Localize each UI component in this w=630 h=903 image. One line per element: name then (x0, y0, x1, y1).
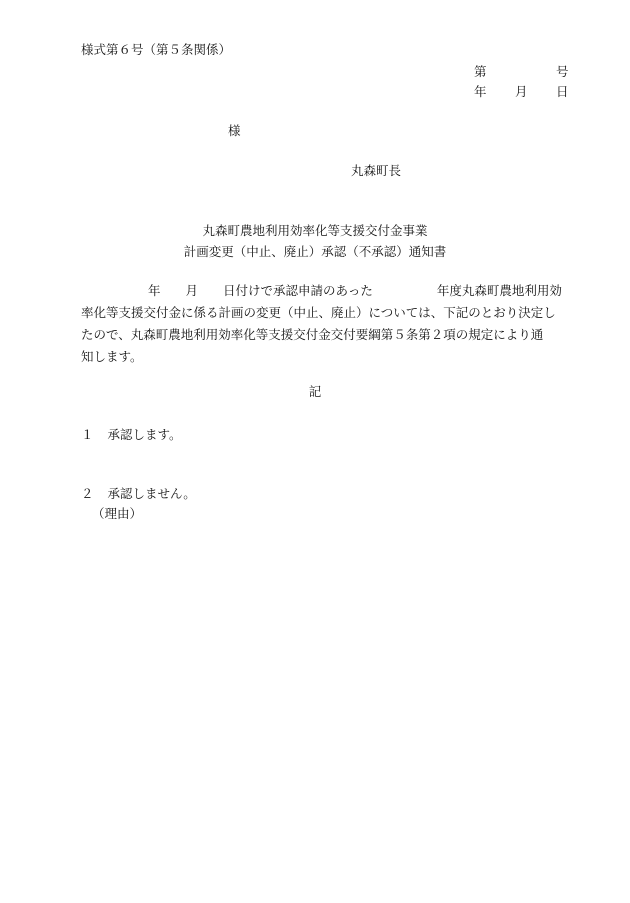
body-line-2: 率化等支援交付金に係る計画の変更（中止、廃止）については、下記のとおり決定し (81, 305, 556, 320)
issuer-name: 丸森町長 (351, 163, 402, 178)
item-1-text: 承認します。 (107, 427, 182, 442)
ki-heading: 記 (308, 384, 322, 399)
addressee-suffix: 様 (228, 123, 241, 138)
document-title-line1: 丸森町農地利用効率化等支援交付金事業 (202, 223, 428, 238)
date-day: 日 (556, 84, 569, 99)
document-number-prefix: 第 (474, 64, 487, 79)
body-line-3: たので、丸森町農地利用効率化等支援交付金交付要綱第５条第２項の規定により通 (81, 327, 544, 342)
body-line-1 (81, 280, 584, 302)
reason-label: （理由） (92, 506, 143, 521)
item-1-number: １ (81, 427, 94, 442)
body-approval-date-text: 日付けで承認申請のあった (223, 283, 373, 298)
body-fiscal-year-text: 年度丸森町農地利用効 (436, 283, 562, 298)
form-label: 様式第６号（第５条関係） (81, 42, 232, 57)
item-2-text: 承認しません。 (107, 486, 196, 501)
body-paragraph (81, 280, 584, 368)
body-year-label: 年 (148, 283, 161, 298)
document-number-suffix: 号 (556, 64, 569, 79)
item-2 (81, 488, 196, 501)
body-month-label: 月 (185, 283, 199, 298)
item-2-number: ２ (81, 486, 94, 501)
document-title-line2: 計画変更（中止、廃止）承認（不承認）通知書 (183, 244, 447, 259)
date-year: 年 (474, 84, 487, 99)
date-month: 月 (515, 84, 528, 99)
item-1 (81, 429, 182, 442)
body-line-4: 知します。 (81, 349, 143, 364)
